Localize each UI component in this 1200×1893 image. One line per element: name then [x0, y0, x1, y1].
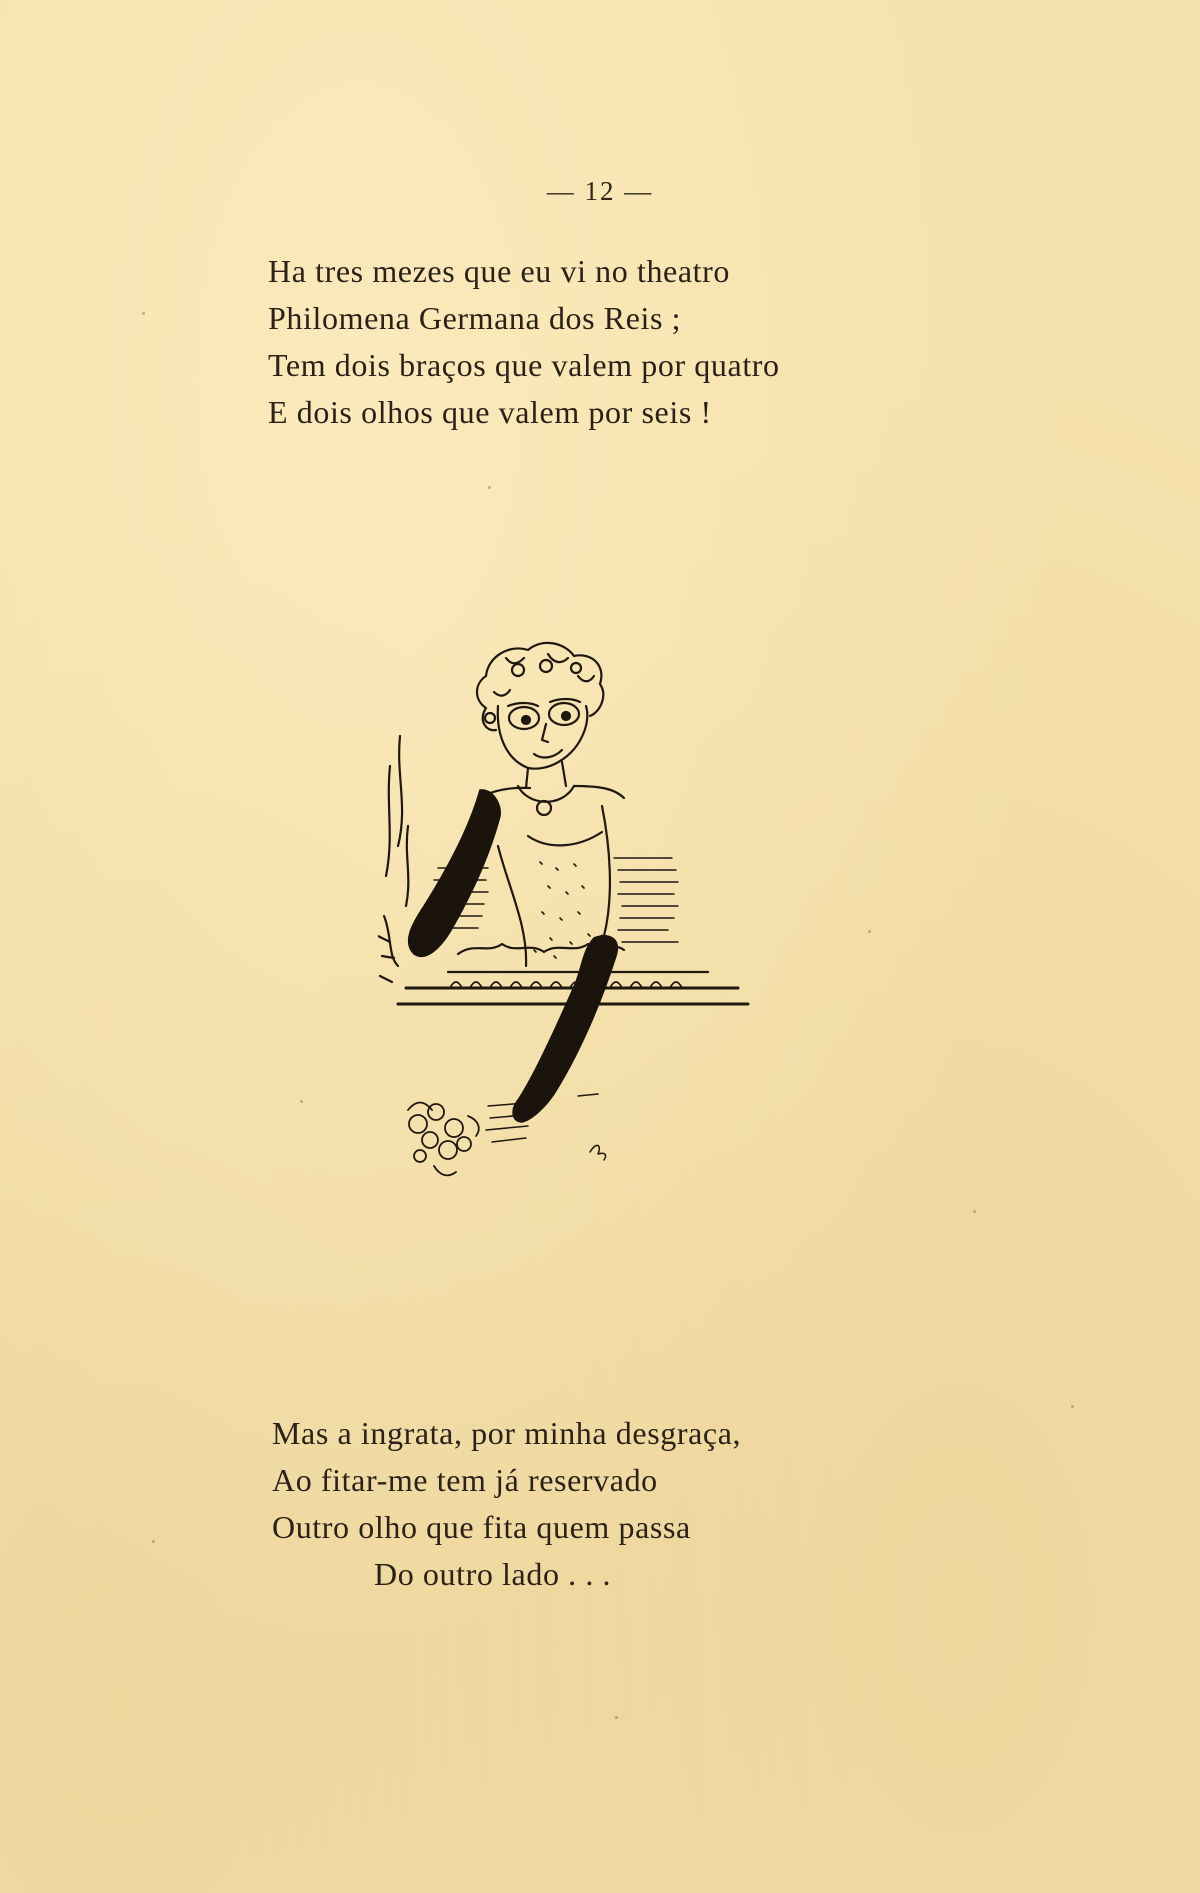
verse-line: Tem dois braços que valem por quatro — [268, 347, 780, 383]
verse-line: Philomena Germana dos Reis ; — [268, 300, 682, 336]
stanza-1 — [268, 248, 780, 436]
paper-speck — [868, 930, 871, 933]
paper-speck — [1071, 1405, 1074, 1408]
verse-line: Outro olho que fita quem passa — [272, 1509, 691, 1545]
paper-speck — [142, 312, 145, 315]
paper-speck — [152, 1540, 155, 1543]
verse-line: E dois olhos que valem por seis ! — [268, 394, 712, 430]
stanza-2 — [272, 1410, 741, 1598]
paper-speck — [488, 486, 491, 489]
verse-line: Mas a ingrata, por minha desgraça, — [272, 1415, 742, 1451]
verse-line: Ha tres mezes que eu vi no theatro — [268, 253, 731, 289]
paper-speck — [615, 1716, 618, 1719]
verse-line: Ao fitar-me tem já reservado — [272, 1462, 658, 1498]
paper-speck — [300, 1100, 303, 1103]
woman-in-theatre-box-icon — [378, 636, 818, 1206]
page-number: — 12 — — [546, 176, 654, 206]
verse-line: Do outro lado . . . — [374, 1556, 612, 1592]
paper-speck — [973, 1210, 976, 1213]
